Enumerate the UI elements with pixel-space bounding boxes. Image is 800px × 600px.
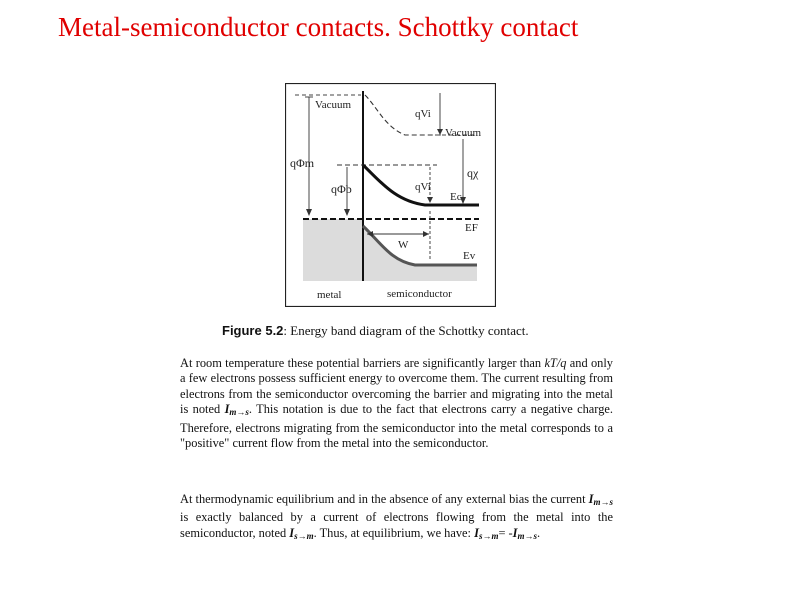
p2-equals: = - bbox=[498, 525, 513, 540]
p1-text-1: At room temperature these potential barriers are significantly larger than bbox=[180, 356, 542, 370]
label-qphi-b: qΦb bbox=[331, 182, 352, 196]
label-ef: EF bbox=[465, 222, 478, 234]
p2-text-3: . Thus, at equilibrium, we have: bbox=[313, 525, 475, 540]
label-semiconductor: semiconductor bbox=[387, 288, 452, 300]
label-qphi-m: qΦm bbox=[290, 156, 315, 170]
paragraph-1 bbox=[180, 356, 613, 451]
current-m-to-s: $I_{m\to s}$ bbox=[224, 402, 249, 418]
label-qchi: qχ bbox=[467, 166, 479, 180]
label-ec: Ec bbox=[450, 191, 462, 203]
label-vacuum-semi: Vacuum bbox=[445, 127, 482, 139]
figure-caption bbox=[222, 323, 529, 339]
p1-text-3: . This notation is due to the fact that electrons carry a negative charge. Therefore, electrons migrating from the semiconductor into the metal corresponds to a "positive" current flow from the metal into the semiconductor. bbox=[180, 402, 613, 451]
current-s-to-m-2: $I_{s\to m}$ bbox=[474, 525, 499, 541]
metal-fill-region bbox=[303, 219, 363, 281]
current-m-to-s-2: $I_{m\to s}$ bbox=[588, 492, 613, 507]
p2-text-2: is exactly balanced by a current of electrons flowing from the metal into the semiconductor, noted bbox=[180, 510, 613, 540]
current-m-to-s-3: $I_{m\to s}$ bbox=[512, 525, 538, 541]
caption-text: : Energy band diagram of the Schottky contact. bbox=[283, 323, 529, 338]
p1-kt-over-q: kT/q bbox=[544, 356, 567, 370]
paragraph-2 bbox=[180, 492, 613, 544]
caption-label: Figure 5.2 bbox=[222, 323, 284, 338]
label-ev: Ev bbox=[463, 250, 476, 262]
label-metal: metal bbox=[317, 289, 342, 301]
energy-band-diagram bbox=[285, 83, 496, 307]
label-vacuum-metal: Vacuum bbox=[315, 99, 352, 111]
label-w: W bbox=[398, 239, 409, 251]
label-qvi-top: qVi bbox=[415, 108, 431, 120]
p2-text-end: . bbox=[537, 525, 541, 540]
slide-title: Metal-semiconductor contacts. Schottky contact bbox=[58, 12, 579, 42]
current-s-to-m: $I_{s\to m}$ bbox=[289, 525, 314, 541]
p2-text-1: At thermodynamic equilibrium and in the absence of any external bias the current bbox=[180, 492, 589, 506]
p1-text-2: and only a few electrons possess sufficient energy to overcome them. The current resulting from electrons from the semiconductor overcoming the barrier and migrating into the metal is noted bbox=[180, 356, 613, 417]
label-qvi-mid: qVi bbox=[415, 181, 431, 193]
